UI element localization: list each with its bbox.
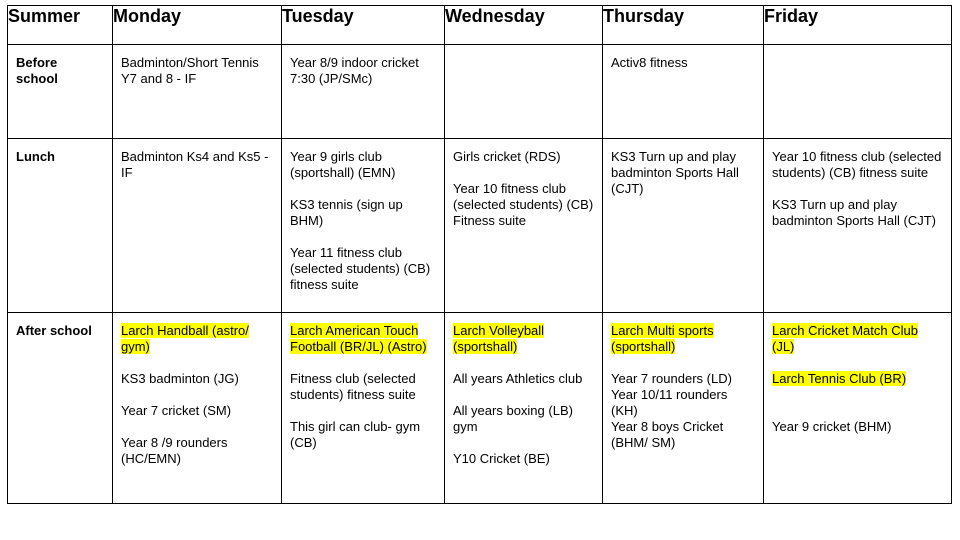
cell-before-wednesday <box>445 45 603 139</box>
activity-entry: KS3 tennis (sign up BHM) <box>290 197 403 228</box>
activity-entry: Year 8 /9 rounders (HC/EMN) <box>121 435 228 466</box>
header-day-wednesday: Wednesday <box>445 6 603 45</box>
cell-after-monday <box>113 313 282 504</box>
row-label-after-school: After school <box>8 313 113 504</box>
activity-entry: Year 9 cricket (BHM) <box>772 419 892 434</box>
row-after-school <box>8 313 952 504</box>
activity-entry: Badminton Ks4 and Ks5 - IF <box>121 149 269 180</box>
activity-entry: All years Athletics club <box>453 371 583 386</box>
highlight-text: Larch American Touch Football (BR/JL) (Astro) <box>290 323 427 354</box>
cell-after-tuesday <box>282 313 445 504</box>
highlighted-activity <box>453 323 594 355</box>
activity-entry: Year 10/11 rounders (KH) <box>611 387 728 418</box>
row-lunch <box>8 139 952 313</box>
activity-entry: This girl can club- gym (CB) <box>290 419 421 450</box>
row-label-line: Before <box>16 55 58 70</box>
activity-entry: KS3 Turn up and play badminton Sports Hall (CJT) <box>611 149 739 196</box>
cell-after-thursday <box>603 313 764 504</box>
highlighted-activity <box>772 371 943 387</box>
activity-entry: Year 10 fitness club (selected students) (CB) fitness suite <box>772 149 942 180</box>
cell-lunch-tuesday <box>282 139 445 313</box>
highlighted-activity <box>121 323 273 355</box>
activity-entry: Year 8 boys Cricket (BHM/ SM) <box>611 419 724 450</box>
header-day-monday: Monday <box>113 6 282 45</box>
activity-entry: Year 7 rounders (LD) <box>611 371 732 386</box>
activity-entry: Fitness club (selected students) fitness suite <box>290 371 416 402</box>
activity-entry: Activ8 fitness <box>611 55 688 70</box>
activity-entry: Year 11 fitness club (selected students) (CB) fitness suite <box>290 245 431 292</box>
highlight-text: Larch Handball (astro/ gym) <box>121 323 249 354</box>
highlight-text: Larch Tennis Club (BR) <box>772 371 907 386</box>
highlight-text: Larch Multi sports (sportshall) <box>611 323 714 354</box>
cell-before-tuesday <box>282 45 445 139</box>
summer-timetable <box>7 5 952 504</box>
cell-after-friday <box>764 313 952 504</box>
cell-lunch-wednesday <box>445 139 603 313</box>
activity-entry: All years boxing (LB) gym <box>453 403 573 434</box>
header-term: Summer <box>8 6 113 45</box>
row-label-lunch: Lunch <box>8 139 113 313</box>
activity-entry: Year 7 cricket (SM) <box>121 403 232 418</box>
header-day-thursday: Thursday <box>603 6 764 45</box>
highlighted-activity <box>290 323 436 355</box>
highlighted-activity <box>772 323 943 355</box>
header-row <box>8 6 952 45</box>
activity-entry: Badminton/Short Tennis Y7 and 8 - IF <box>121 55 259 86</box>
row-before-school <box>8 45 952 139</box>
activity-entry: Y10 Cricket (BE) <box>453 451 550 466</box>
activity-entry: Year 10 fitness club (selected students) (CB) Fitness suite <box>453 181 594 228</box>
cell-after-wednesday <box>445 313 603 504</box>
header-day-friday: Friday <box>764 6 952 45</box>
cell-before-friday <box>764 45 952 139</box>
cell-before-thursday <box>603 45 764 139</box>
activity-entry: KS3 badminton (JG) <box>121 371 239 386</box>
activity-entry: KS3 Turn up and play badminton Sports Hall (CJT) <box>772 197 936 228</box>
cell-before-monday <box>113 45 282 139</box>
header-day-tuesday: Tuesday <box>282 6 445 45</box>
row-label-before-school <box>8 45 113 139</box>
spacer <box>772 403 943 419</box>
cell-lunch-thursday <box>603 139 764 313</box>
activity-entry: Girls cricket (RDS) <box>453 149 561 164</box>
row-label-line: school <box>16 71 58 86</box>
highlight-text: Larch Volleyball (sportshall) <box>453 323 545 354</box>
activity-entry: Year 8/9 indoor cricket 7:30 (JP/SMc) <box>290 55 419 86</box>
highlight-text: Larch Cricket Match Club (JL) <box>772 323 918 354</box>
highlighted-activity <box>611 323 755 355</box>
activity-entry: Year 9 girls club (sportshall) (EMN) <box>290 149 396 180</box>
cell-lunch-friday <box>764 139 952 313</box>
cell-lunch-monday <box>113 139 282 313</box>
